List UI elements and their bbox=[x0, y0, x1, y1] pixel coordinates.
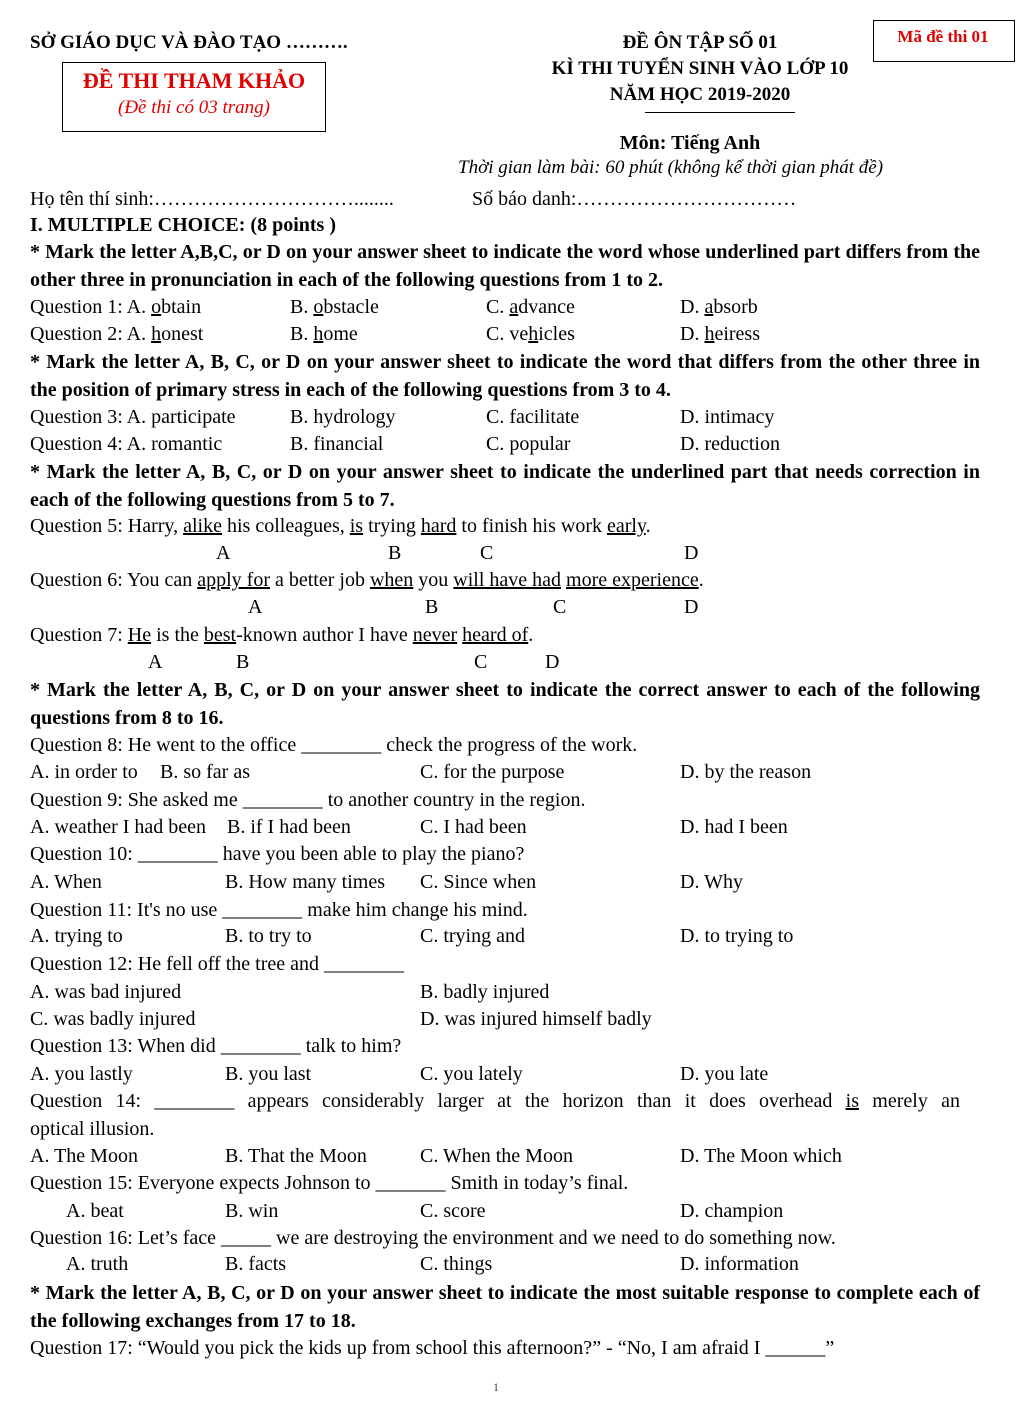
exam-time: Thời gian làm bài: 60 phút (không kể thời gian phát đề) bbox=[458, 157, 884, 178]
question-10-option-d: D. Why bbox=[680, 871, 743, 893]
exam-name: KÌ THI TUYỂN SINH VÀO LỚP 10 bbox=[551, 58, 849, 79]
question-7-label-c: C bbox=[474, 651, 488, 673]
instruction-error-correction: * Mark the letter A, B, C, or D on your answer sheet to indicate the underlined part that needs correction in each of the following questions from 5 to 7. bbox=[30, 461, 980, 511]
question-6-label-a: A bbox=[248, 596, 263, 618]
question-9-option-b: B. if I had been bbox=[227, 816, 351, 838]
reference-exam-title: ĐỀ THI THAM KHẢO bbox=[82, 68, 306, 93]
question-16-option-c: C. things bbox=[420, 1253, 493, 1275]
question-12-option-d: D. was injured himself badly bbox=[420, 1008, 652, 1030]
question-3-option-b: B. hydrology bbox=[290, 406, 396, 428]
question-14-stem-line1: Question 14: ________ appears considerably larger at the horizon than it does overhead is merely an bbox=[30, 1090, 961, 1112]
instruction-stress: * Mark the letter A, B, C, or D on your answer sheet to indicate the word that differs from the other three in the position of primary stress in each of the following questions from 3 to 4. bbox=[30, 351, 980, 401]
question-6-label-c: C bbox=[553, 596, 567, 618]
instruction-exchanges: * Mark the letter A, B, C, or D on your answer sheet to indicate the most suitable response to complete each of the following exchanges from 17 to 18. bbox=[30, 1282, 980, 1332]
question-1-option-c: C. advance bbox=[486, 296, 575, 318]
question-12-option-c: C. was badly injured bbox=[30, 1008, 196, 1030]
question-5-label-d: D bbox=[684, 542, 699, 564]
question-15-option-a: A. beat bbox=[66, 1200, 124, 1222]
question-10-option-b: B. How many times bbox=[225, 871, 385, 893]
question-2-option-b: B. home bbox=[290, 323, 358, 345]
department-name: SỞ GIÁO DỤC VÀ ĐÀO TẠO ………. bbox=[30, 32, 348, 53]
question-4-option-d: D. reduction bbox=[680, 433, 780, 455]
question-11-option-b: B. to try to bbox=[225, 925, 312, 947]
question-7-label-a: A bbox=[148, 651, 163, 673]
question-8-option-a: A. in order to bbox=[30, 761, 138, 783]
question-12-stem: Question 12: He fell off the tree and ________ bbox=[30, 953, 404, 975]
question-10-option-a: A. When bbox=[30, 871, 102, 893]
question-10-option-c: C. Since when bbox=[420, 871, 537, 893]
question-7-label-b: B bbox=[236, 651, 250, 673]
question-15-option-d: D. champion bbox=[680, 1200, 784, 1222]
question-9-option-c: C. I had been bbox=[420, 816, 527, 838]
question-17-stem: Question 17: “Would you pick the kids up from school this afternoon?” - “No, I am afraid I ______” bbox=[30, 1337, 835, 1359]
question-8-option-c: C. for the purpose bbox=[420, 761, 565, 783]
question-4-option-b: B. financial bbox=[290, 433, 384, 455]
exam-code: Mã đề thi 01 bbox=[897, 27, 989, 46]
question-14-stem-line2: optical illusion. bbox=[30, 1118, 155, 1140]
question-15-stem: Question 15: Everyone expects Johnson to _______ Smith in today’s final. bbox=[30, 1172, 629, 1194]
question-1-option-b: B. obstacle bbox=[290, 296, 379, 318]
question-1-option-d: D. absorb bbox=[680, 296, 758, 318]
question-2-option-c: C. vehicles bbox=[486, 323, 575, 345]
question-8-option-d: D. by the reason bbox=[680, 761, 812, 783]
subject: Môn: Tiếng Anh bbox=[619, 132, 761, 154]
question-11-option-d: D. to trying to bbox=[680, 925, 794, 947]
instruction-correct-answer: * Mark the letter A, B, C, or D on your answer sheet to indicate the correct answer to each of the following questions from 8 to 16. bbox=[30, 679, 980, 729]
school-year: NĂM HỌC 2019-2020 bbox=[609, 84, 791, 105]
question-9-option-a: A. weather I had been bbox=[30, 816, 207, 838]
page-number: 1 bbox=[493, 1380, 499, 1394]
question-12-option-b: B. badly injured bbox=[420, 981, 550, 1003]
question-8-option-b: B. so far as bbox=[160, 761, 250, 783]
reference-exam-pages: (Đề thi có 03 trang) bbox=[118, 97, 270, 118]
question-11-option-c: C. trying and bbox=[420, 925, 525, 947]
section-title: I. MULTIPLE CHOICE: (8 points ) bbox=[30, 214, 336, 236]
question-6-sentence: Question 6: You can apply for a better job when you will have had more experience. bbox=[30, 569, 704, 591]
question-9-option-d: D. had I been bbox=[680, 816, 788, 838]
question-16-option-d: D. information bbox=[680, 1253, 799, 1275]
question-4-option-c: C. popular bbox=[486, 433, 571, 455]
question-6-label-d: D bbox=[684, 596, 699, 618]
question-14-option-c: C. When the Moon bbox=[420, 1145, 573, 1167]
question-4-option-a: Question 4: A. romantic bbox=[30, 433, 223, 455]
question-1-option-a: Question 1: A. obtain bbox=[30, 296, 202, 318]
question-12-option-a: A. was bad injured bbox=[30, 981, 182, 1003]
question-7-sentence: Question 7: He is the best-known author I have never heard of. bbox=[30, 624, 534, 646]
question-14-option-b: B. That the Moon bbox=[225, 1145, 367, 1167]
question-6-label-b: B bbox=[425, 596, 439, 618]
question-16-option-b: B. facts bbox=[225, 1253, 287, 1275]
question-15-option-b: B. win bbox=[225, 1200, 279, 1222]
question-10-stem: Question 10: ________ have you been able to play the piano? bbox=[30, 843, 525, 865]
question-15-option-c: C. score bbox=[420, 1200, 486, 1222]
instruction-pronunciation: * Mark the letter A,B,C, or D on your answer sheet to indicate the word whose underlined part differs from the other three in pronunciation in each of the following questions from 1 to 2. bbox=[30, 241, 980, 291]
question-13-option-b: B. you last bbox=[225, 1063, 312, 1085]
candidate-name-field: Họ tên thí sinh:…………………………........ bbox=[30, 188, 394, 210]
review-exam-title: ĐỀ ÔN TẬP SỐ 01 bbox=[622, 32, 778, 53]
question-5-label-a: A bbox=[216, 542, 231, 564]
question-14-option-d: D. The Moon which bbox=[680, 1145, 842, 1167]
question-13-option-c: C. you lately bbox=[420, 1063, 523, 1085]
question-5-sentence: Question 5: Harry, alike his colleagues, is trying hard to finish his work early. bbox=[30, 515, 651, 537]
question-13-option-d: D. you late bbox=[680, 1063, 769, 1085]
question-11-option-a: A. trying to bbox=[30, 925, 123, 947]
question-2-option-a: Question 2: A. honest bbox=[30, 323, 204, 345]
question-3-option-a: Question 3: A. participate bbox=[30, 406, 236, 428]
header-rule bbox=[645, 112, 795, 113]
question-5-label-b: B bbox=[388, 542, 402, 564]
question-8-stem: Question 8: He went to the office ________ check the progress of the work. bbox=[30, 734, 638, 756]
question-16-stem: Question 16: Let’s face _____ we are destroying the environment and we need to do something now. bbox=[30, 1227, 836, 1249]
question-14-option-a: A. The Moon bbox=[30, 1145, 138, 1167]
question-3-option-c: C. facilitate bbox=[486, 406, 580, 428]
question-13-option-a: A. you lastly bbox=[30, 1063, 133, 1085]
candidate-id-field: Số báo danh:…………………………… bbox=[472, 188, 797, 210]
question-11-stem: Question 11: It's no use ________ make him change his mind. bbox=[30, 899, 528, 921]
question-9-stem: Question 9: She asked me ________ to another country in the region. bbox=[30, 789, 586, 811]
question-7-label-d: D bbox=[545, 651, 560, 673]
question-2-option-d: D. heiress bbox=[680, 323, 760, 345]
question-3-option-d: D. intimacy bbox=[680, 406, 775, 428]
question-5-label-c: C bbox=[480, 542, 494, 564]
question-13-stem: Question 13: When did ________ talk to him? bbox=[30, 1035, 402, 1057]
question-16-option-a: A. truth bbox=[66, 1253, 129, 1275]
